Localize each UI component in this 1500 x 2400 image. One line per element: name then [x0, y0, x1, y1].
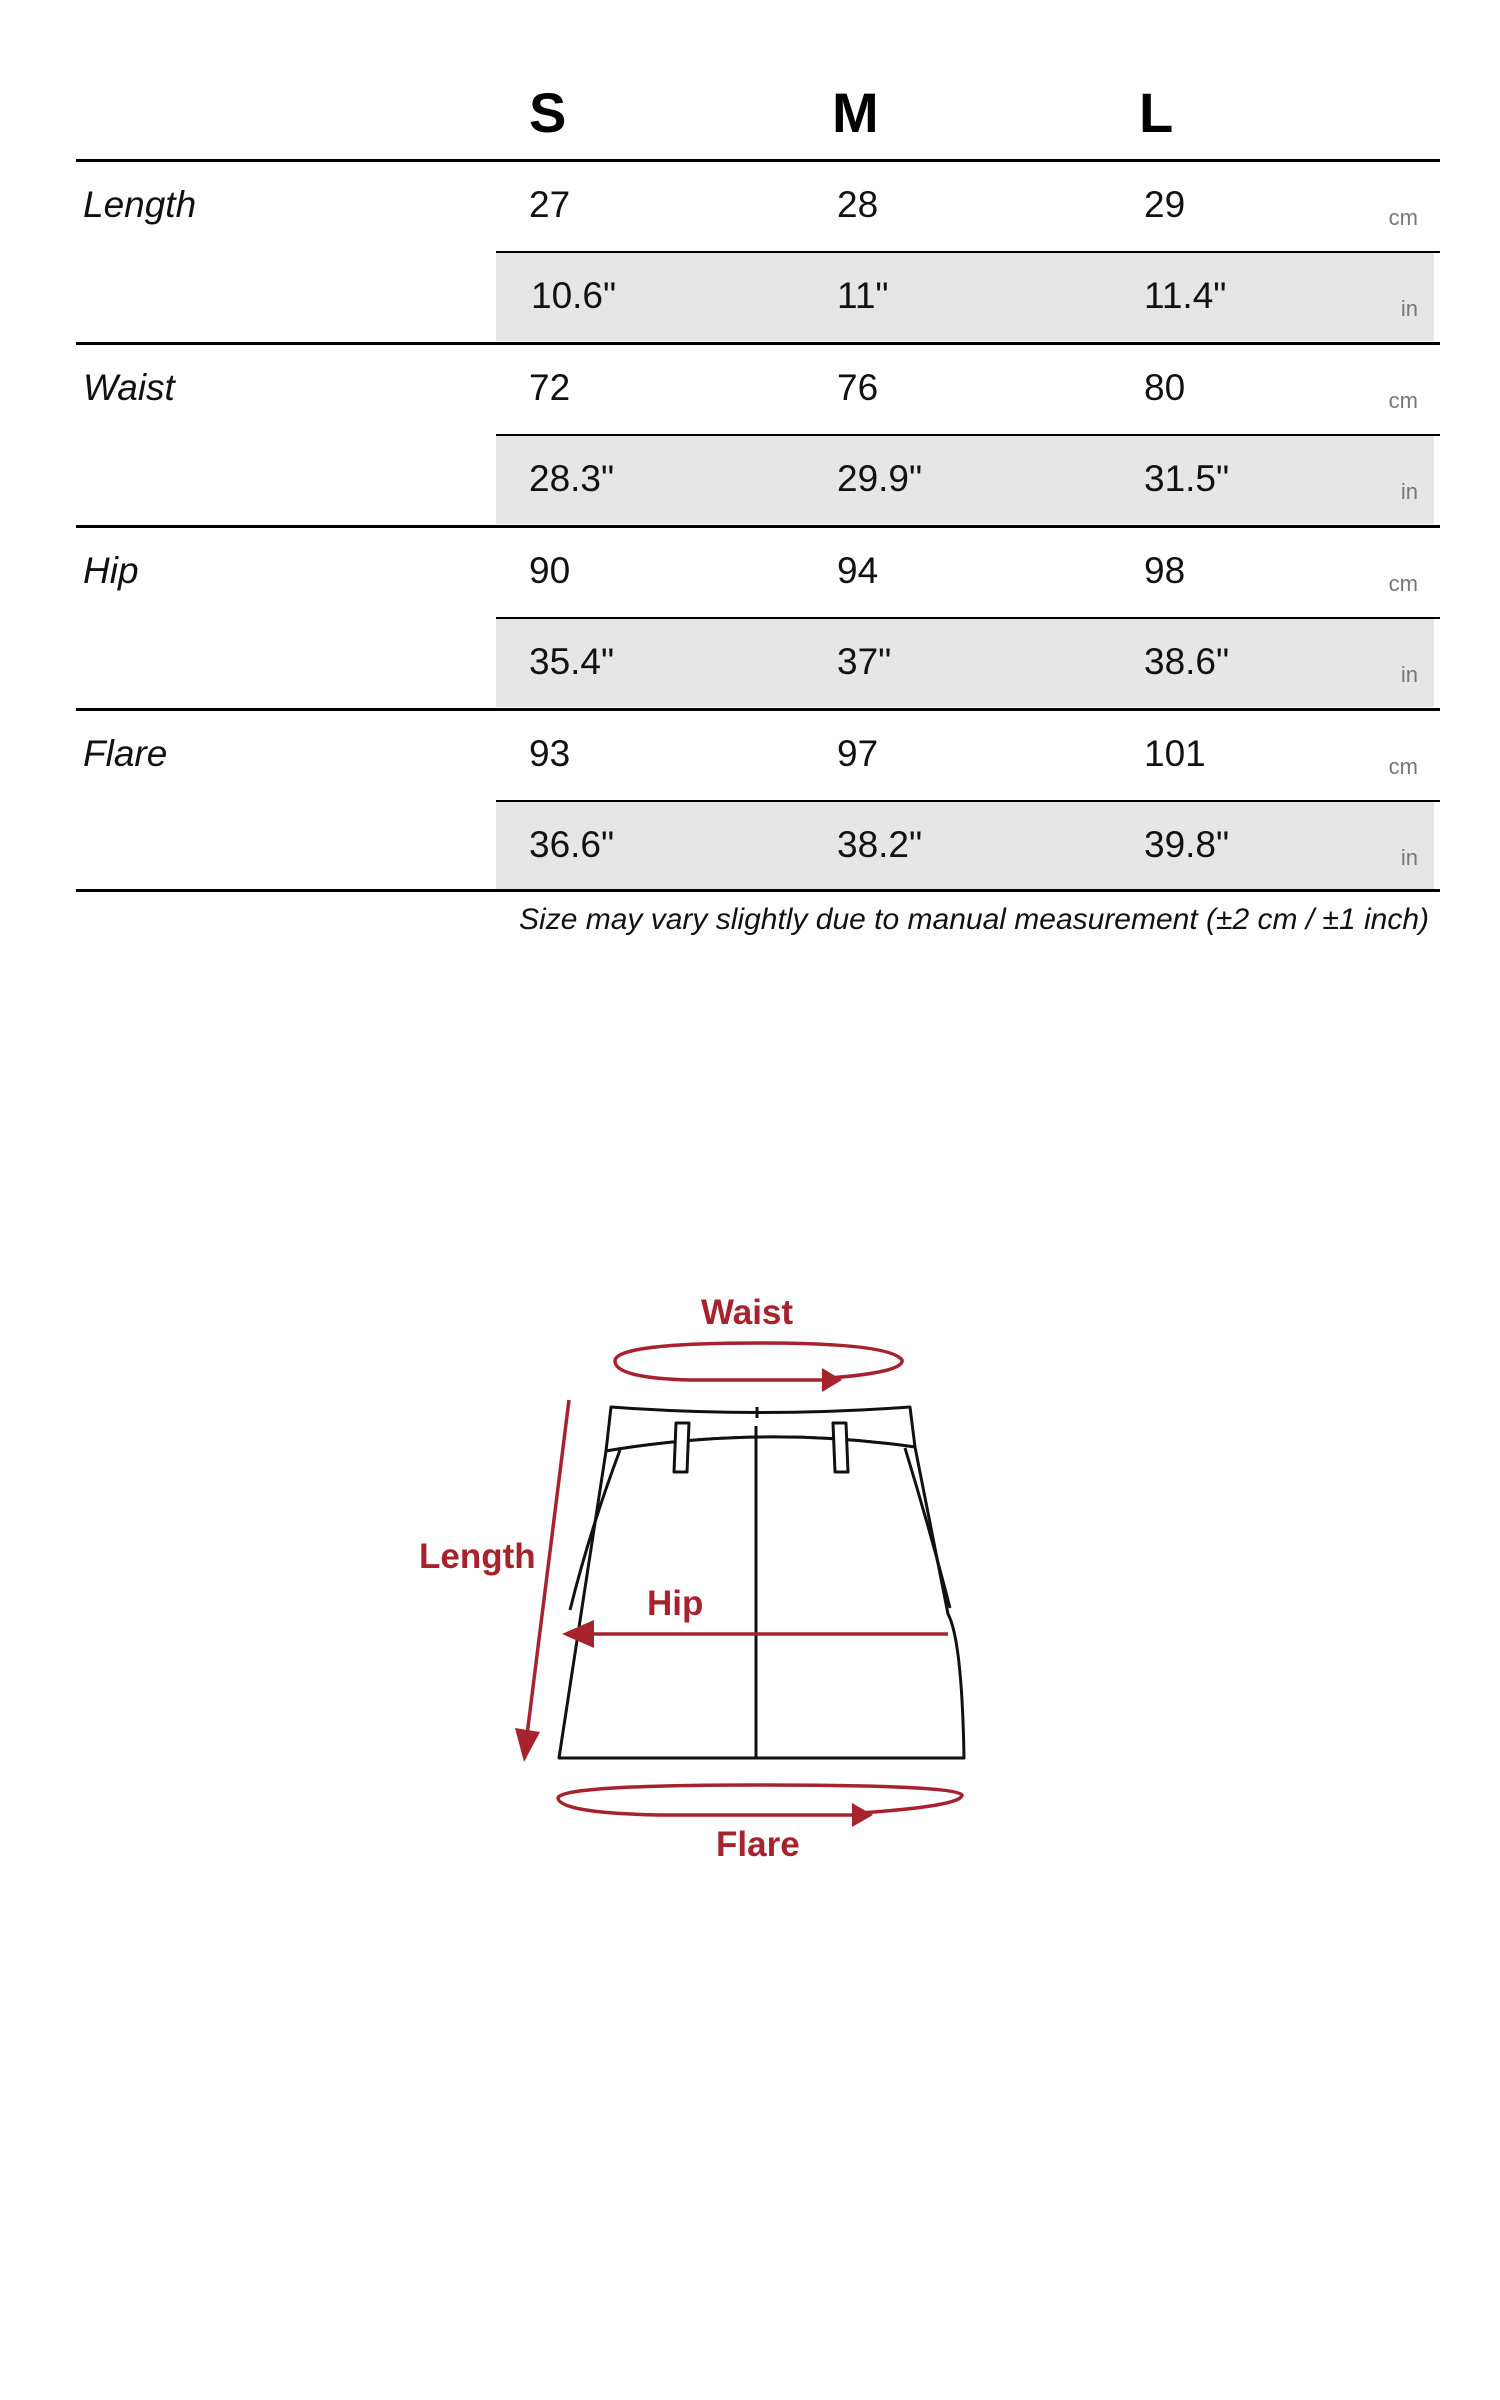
flare-cm-unit: cm: [1388, 754, 1418, 779]
flare-cm-s: 93: [529, 733, 571, 774]
waist-arrow: [615, 1343, 902, 1392]
hip-in-s: 35.4": [529, 641, 615, 682]
hip-cm-unit: cm: [1388, 571, 1418, 596]
hip-in-l: 38.6": [1144, 641, 1230, 682]
measure-name-flare: Flare: [83, 733, 168, 774]
waist-cm-s: 72: [529, 367, 571, 408]
length-in-m: 11": [837, 275, 889, 316]
hip-label: Hip: [647, 1584, 704, 1623]
flare-cm-m: 97: [837, 733, 879, 774]
waist-cm-m: 76: [837, 367, 879, 408]
flare-label: Flare: [716, 1825, 800, 1864]
hip-in-unit: in: [1400, 662, 1418, 687]
length-label: Length: [419, 1537, 536, 1576]
hip-cm-m: 94: [837, 550, 879, 591]
hip-in-m: 37": [837, 641, 892, 682]
waist-cm-unit: cm: [1388, 388, 1418, 413]
waist-in-l: 31.5": [1144, 458, 1230, 499]
flare-cm-l: 101: [1144, 733, 1206, 774]
hip-cm-l: 98: [1144, 550, 1186, 591]
waist-label: Waist: [701, 1293, 794, 1332]
flare-in-m: 38.2": [837, 824, 923, 865]
flare-in-s: 36.6": [529, 824, 615, 865]
length-in-l: 11.4": [1144, 275, 1227, 316]
length-cm-unit: cm: [1388, 205, 1418, 230]
length-in-s: 10.6": [531, 275, 617, 316]
length-cm-l: 29: [1144, 184, 1186, 225]
length-cm-m: 28: [837, 184, 879, 225]
length-cm-s: 27: [529, 184, 571, 225]
measure-name-waist: Waist: [83, 367, 175, 408]
skirt-outline: [559, 1407, 964, 1758]
waist-in-m: 29.9": [837, 458, 923, 499]
flare-in-l: 39.8": [1144, 824, 1230, 865]
waist-in-unit: in: [1400, 479, 1418, 504]
length-in-unit: in: [1400, 296, 1418, 321]
length-arrow: [515, 1400, 569, 1762]
hip-cm-s: 90: [529, 550, 571, 591]
size-header-s: S: [529, 81, 567, 144]
waist-in-s: 28.3": [529, 458, 615, 499]
measure-name-length: Length: [83, 184, 197, 225]
flare-in-unit: in: [1400, 845, 1418, 870]
waist-cm-l: 80: [1144, 367, 1186, 408]
size-header-m: M: [832, 81, 879, 144]
size-header-l: L: [1139, 81, 1174, 144]
measure-name-hip: Hip: [83, 550, 139, 591]
flare-arrow: [558, 1785, 962, 1827]
measurement-footnote: Size may vary slightly due to manual measurement (±2 cm / ±1 inch): [519, 903, 1429, 936]
